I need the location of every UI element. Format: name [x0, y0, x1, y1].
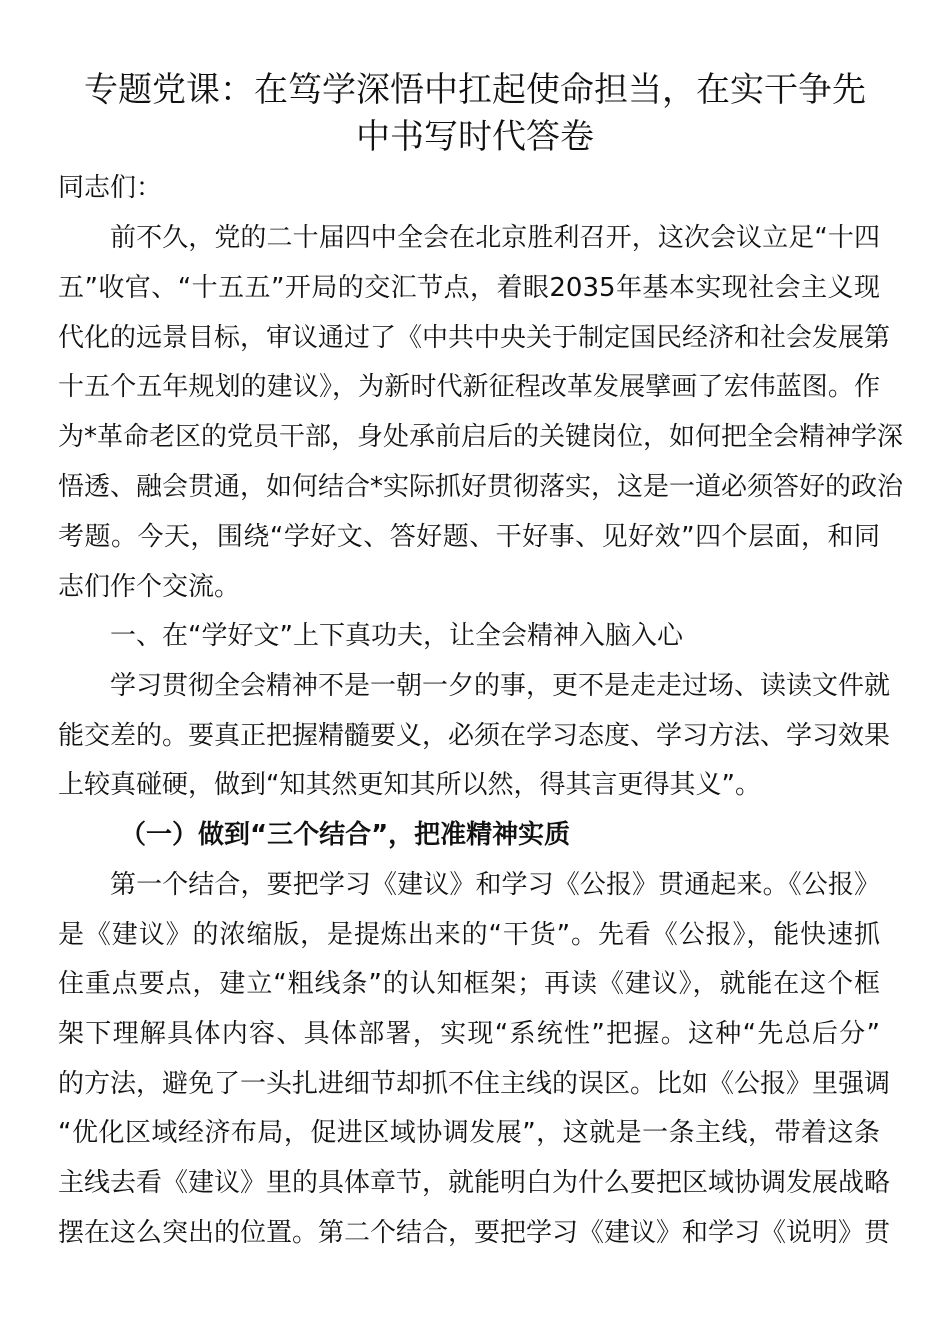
text-line: “优化区域经济布局，促进区域协调发展”，这就是一条主线，带着这条: [58, 1118, 880, 1148]
text-line: 前不久，党的二十届四中全会在北京胜利召开，这次会议立足“十四: [110, 223, 880, 253]
subsection-heading: （一）做到“三个结合”，把准精神实质: [120, 820, 571, 850]
text-line: 第一个结合，要把学习《建议》和学习《公报》贯通起来。《公报》: [110, 870, 880, 900]
text-line: 住重点要点，建立“粗线条”的认知框架；再读《建议》，就能在这个框: [58, 969, 880, 999]
text-line: 的方法，避免了一头扎进细节却抓不住主线的误区。比如《公报》里强调: [58, 1069, 891, 1099]
text-line: 摆在这么突出的位置。第二个结合，要把学习《建议》和学习《说明》贯: [58, 1218, 891, 1248]
text-line: 志们作个交流。: [58, 572, 241, 602]
text-line: 为*革命老区的党员干部，身处承前启后的关键岗位，如何把全会精神学深: [58, 422, 904, 452]
text-line: 能交差的。要真正把握精髓要义，必须在学习态度、学习方法、学习效果: [58, 721, 891, 751]
text-line: 代化的远景目标，审议通过了《中共中央关于制定国民经济和社会发展第: [58, 323, 891, 353]
text-line: 架下理解具体内容、具体部署，实现“系统性”把握。这种“先总后分”: [58, 1019, 880, 1049]
text-line: 上较真碰硬，做到“知其然更知其所以然，得其言更得其义”。: [58, 770, 761, 800]
title-line-2: 中书写时代答卷: [356, 117, 594, 157]
text-line: 五”收官、“十五五”开局的交汇节点，着眼2035年基本实现社会主义现: [58, 273, 880, 303]
text-line: 十五个五年规划的建议》，为新时代新征程改革发展擘画了宏伟蓝图。作: [58, 372, 880, 402]
text-line: 是《建议》的浓缩版，是提炼出来的“干货”。先看《公报》，能快速抓: [58, 920, 880, 950]
text-line: 学习贯彻全会精神不是一朝一夕的事，更不是走走过场、读读文件就: [110, 671, 891, 701]
salutation: 同志们：: [58, 173, 163, 203]
text-line: 悟透、融会贯通，如何结合*实际抓好贯彻落实，这是一道必须答好的政治: [58, 472, 904, 502]
section-heading: 一、在“学好文”上下真功夫，让全会精神入脑入心: [110, 621, 683, 651]
title-line-1: 专题党课：在笃学深悟中扛起使命担当，在实干争先: [84, 70, 866, 110]
text-line: 考题。今天，围绕“学好文、答好题、干好事、见好效”四个层面，和同: [58, 522, 880, 552]
text-line: 主线去看《建议》里的具体章节，就能明白为什么要把区域协调发展战略: [58, 1168, 891, 1198]
